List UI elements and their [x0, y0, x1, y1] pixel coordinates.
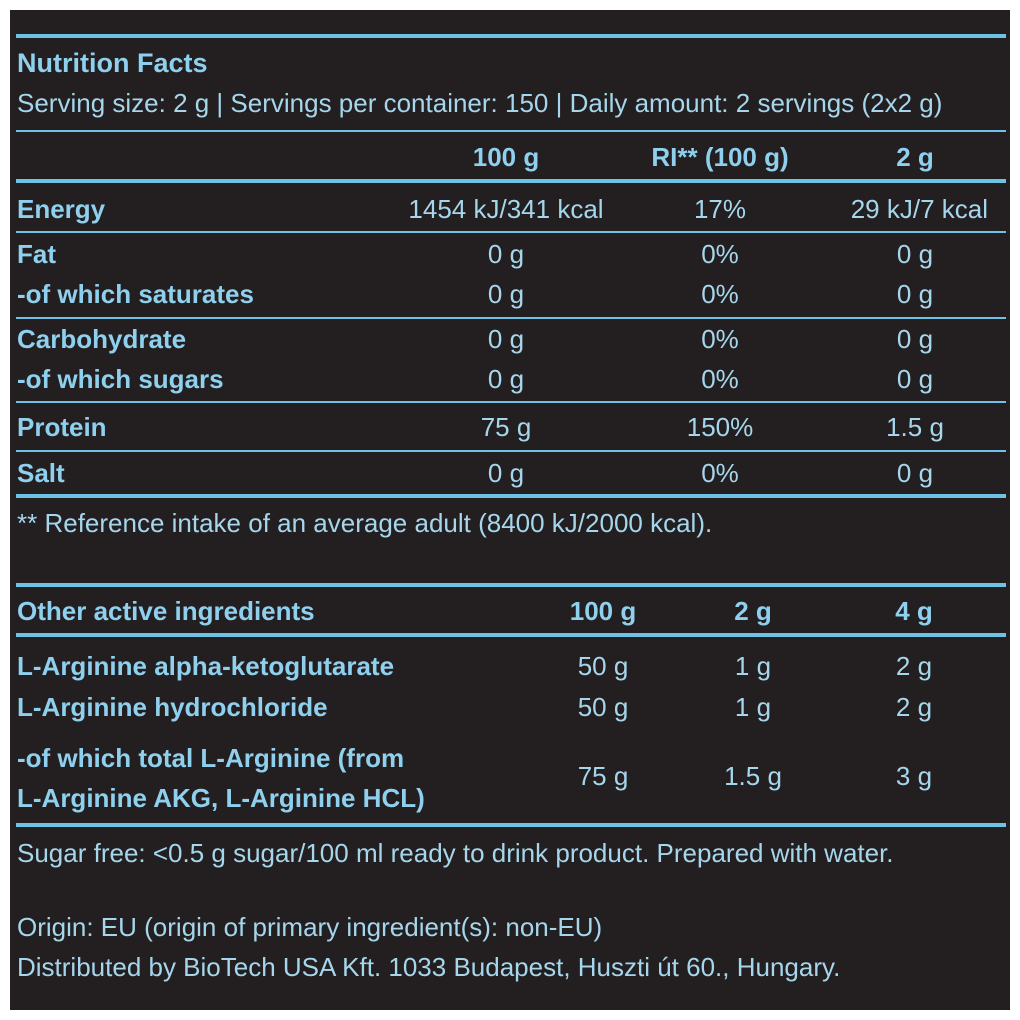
active-ingredients-header: Other active ingredients: [17, 596, 315, 626]
nutrient-name: Energy: [17, 194, 106, 224]
nutrient-name: Protein: [17, 412, 107, 442]
divider: [16, 317, 1006, 319]
value-ri: 0%: [701, 279, 739, 309]
divider: [16, 34, 1006, 38]
value-2g: 1.5 g: [724, 761, 782, 791]
value-ri: 0%: [701, 324, 739, 354]
value-4g: 2 g: [895, 692, 933, 722]
divider: [16, 231, 1006, 233]
ingredient-name: L-Arginine alpha-ketoglutarate: [17, 651, 395, 681]
nutrient-name: Carbohydrate: [17, 324, 187, 354]
ingredient-name-line2: L-Arginine AKG, L-Arginine HCL): [17, 783, 425, 813]
value-per-100g: 0 g: [487, 324, 525, 354]
divider: [16, 494, 1006, 498]
nutrient-name: -of which saturates: [17, 279, 254, 309]
value-per-serving: 0 g: [896, 279, 934, 309]
divider: [16, 179, 1006, 183]
value-100g: 75 g: [577, 761, 629, 791]
nutrient-name: -of which sugars: [17, 364, 224, 394]
divider: [16, 633, 1006, 637]
value-per-100g: 0 g: [487, 279, 525, 309]
value-per-serving: 1.5 g: [886, 412, 944, 442]
value-4g: 2 g: [895, 651, 933, 681]
nutrient-name: Salt: [17, 458, 65, 488]
serving-info: Serving size: 2 g | Servings per container: 150 | Daily amount: 2 servings (2x2 g): [17, 88, 943, 118]
ingredient-name: L-Arginine hydrochloride: [17, 692, 328, 722]
nutrition-label: [10, 10, 1010, 1010]
value-2g: 1 g: [734, 692, 772, 722]
value-per-100g: 1454 kJ/341 kcal: [408, 194, 604, 224]
col-header-2g: 2 g: [734, 596, 772, 626]
value-per-serving: 29 kJ/7 kcal: [850, 194, 988, 224]
col-header-ri: RI** (100 g): [651, 142, 789, 172]
value-100g: 50 g: [577, 651, 629, 681]
value-ri: 0%: [701, 364, 739, 394]
value-4g: 3 g: [895, 761, 933, 791]
value-per-100g: 0 g: [487, 458, 525, 488]
value-ri: 17%: [693, 194, 747, 224]
nutrient-name: Fat: [17, 239, 56, 269]
col-header-100g: 100 g: [472, 142, 540, 172]
value-ri: 0%: [701, 239, 739, 269]
ingredient-name-line1: -of which total L-Arginine (from: [17, 743, 405, 773]
value-per-serving: 0 g: [896, 458, 934, 488]
divider: [16, 130, 1006, 132]
col-header-100g: 100 g: [569, 596, 637, 626]
value-ri: 150%: [686, 412, 754, 442]
divider: [16, 450, 1006, 452]
label-title: Nutrition Facts: [17, 48, 208, 78]
sugar-free-note: Sugar free: <0.5 g sugar/100 ml ready to drink product. Prepared with water.: [17, 838, 894, 868]
ri-footnote: ** Reference intake of an average adult (8400 kJ/2000 kcal).: [17, 508, 713, 538]
value-per-serving: 0 g: [896, 364, 934, 394]
value-per-serving: 0 g: [896, 239, 934, 269]
divider: [16, 583, 1006, 587]
divider: [16, 823, 1006, 827]
value-per-100g: 75 g: [480, 412, 532, 442]
value-per-100g: 0 g: [487, 364, 525, 394]
value-2g: 1 g: [734, 651, 772, 681]
value-per-100g: 0 g: [487, 239, 525, 269]
value-ri: 0%: [701, 458, 739, 488]
col-header-serving: 2 g: [896, 142, 934, 172]
origin-note: Origin: EU (origin of primary ingredient(s): non-EU): [17, 912, 603, 942]
distributor-note: Distributed by BioTech USA Kft. 1033 Budapest, Huszti út 60., Hungary.: [17, 952, 841, 982]
value-per-serving: 0 g: [896, 324, 934, 354]
divider: [16, 401, 1006, 403]
col-header-4g: 4 g: [895, 596, 933, 626]
value-100g: 50 g: [577, 692, 629, 722]
